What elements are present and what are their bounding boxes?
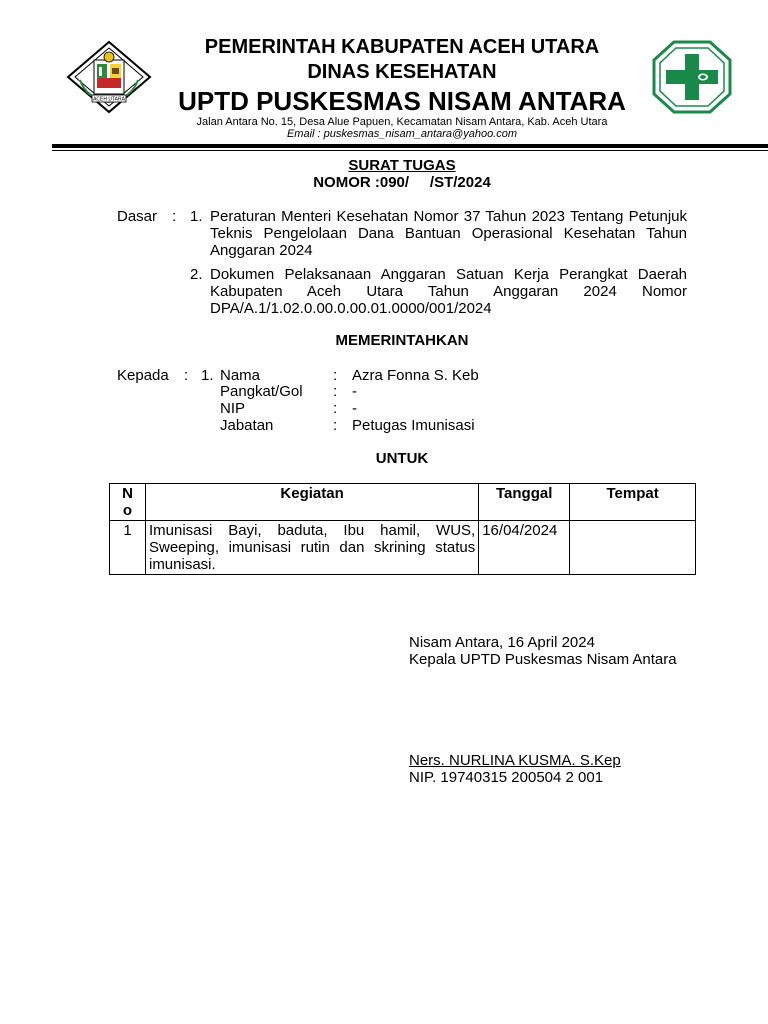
cell-kegiatan: Imunisasi Bayi, baduta, Ibu hamil, WUS, Sweeping, imunisasi rutin dan skrining status imunisasi.	[145, 521, 478, 575]
field-label-jabatan: Jabatan	[220, 417, 274, 434]
header-department-line: DINAS KESEHATAN	[307, 61, 497, 83]
signature-name: Ners. NURLINA KUSMA. S.Kep	[409, 752, 621, 769]
table-header-row	[110, 484, 696, 521]
table-row	[110, 521, 696, 575]
aceh-utara-emblem-logo	[66, 40, 152, 114]
puskesmas-cross-logo	[652, 40, 732, 114]
signature-nip: NIP. 19740315 200504 2 001	[409, 769, 604, 786]
header-divider-thick	[52, 144, 768, 148]
header-institution-name: UPTD PUSKESMAS NISAM ANTARA	[178, 86, 626, 116]
header-no: No	[110, 484, 146, 521]
field-value-nip: -	[352, 400, 357, 417]
cell-tanggal: 16/04/2024	[479, 521, 570, 575]
dasar-label: Dasar	[117, 208, 158, 225]
header-address: Jalan Antara No. 15, Desa Alue Papuen, Kecamatan Nisam Antara, Kab. Aceh Utara	[196, 116, 608, 128]
field-sep-nip: :	[333, 400, 338, 417]
header-email: Email : puskesmas_nisam_antara@yahoo.com	[286, 128, 518, 140]
kepada-number: 1.	[201, 367, 214, 384]
kepada-colon: :	[184, 367, 189, 384]
letter-number: NOMOR :090/ /ST/2024	[313, 174, 491, 191]
header-divider-thin	[52, 150, 768, 151]
field-sep-nama: :	[333, 367, 338, 384]
dasar-colon: :	[172, 208, 177, 225]
letter-title: SURAT TUGAS	[348, 157, 456, 174]
header-tempat: Tempat	[570, 484, 696, 521]
header-kegiatan: Kegiatan	[145, 484, 478, 521]
field-value-nama: Azra Fonna S. Keb	[352, 367, 479, 384]
field-label-nip: NIP	[220, 400, 246, 417]
field-value-pangkat: -	[352, 383, 357, 400]
field-label-nama: Nama	[220, 367, 261, 384]
signature-place-date: Nisam Antara, 16 April 2024	[409, 634, 595, 651]
activity-table	[109, 483, 696, 575]
field-value-jabatan: Petugas Imunisasi	[352, 417, 475, 434]
untuk-heading: UNTUK	[375, 450, 429, 467]
header-tanggal: Tanggal	[479, 484, 570, 521]
emblem-banner-text: ACEH UTARA	[93, 96, 125, 103]
header-government-line: PEMERINTAH KABUPATEN ACEH UTARA	[204, 36, 600, 58]
field-label-pangkat: Pangkat/Gol	[220, 383, 303, 400]
field-sep-pangkat: :	[333, 383, 338, 400]
dasar-item-2-text: Dokumen Pelaksanaan Anggaran Satuan Kerja Perangkat Daerah Kabupaten Aceh Utara Tahun Anggaran 2024 Nomor DPA/A.1/1.02.0.00.0.00.01.0000/001/2024	[210, 266, 687, 317]
signature-position: Kepala UPTD Puskesmas Nisam Antara	[409, 651, 677, 668]
cell-no: 1	[110, 521, 146, 575]
kepada-label: Kepada	[117, 367, 169, 384]
memerintahkan-heading: MEMERINTAHKAN	[335, 332, 469, 349]
dasar-item-1-text: Peraturan Menteri Kesehatan Nomor 37 Tahun 2023 Tentang Petunjuk Teknis Pengelolaan Dana Bantuan Operasional Kesehatan Tahun Anggaran 2024	[210, 208, 687, 259]
field-sep-jabatan: :	[333, 417, 338, 434]
cell-tempat	[570, 521, 696, 575]
dasar-item-1-number: 1.	[190, 208, 203, 225]
dasar-item-2-number: 2.	[190, 266, 203, 283]
